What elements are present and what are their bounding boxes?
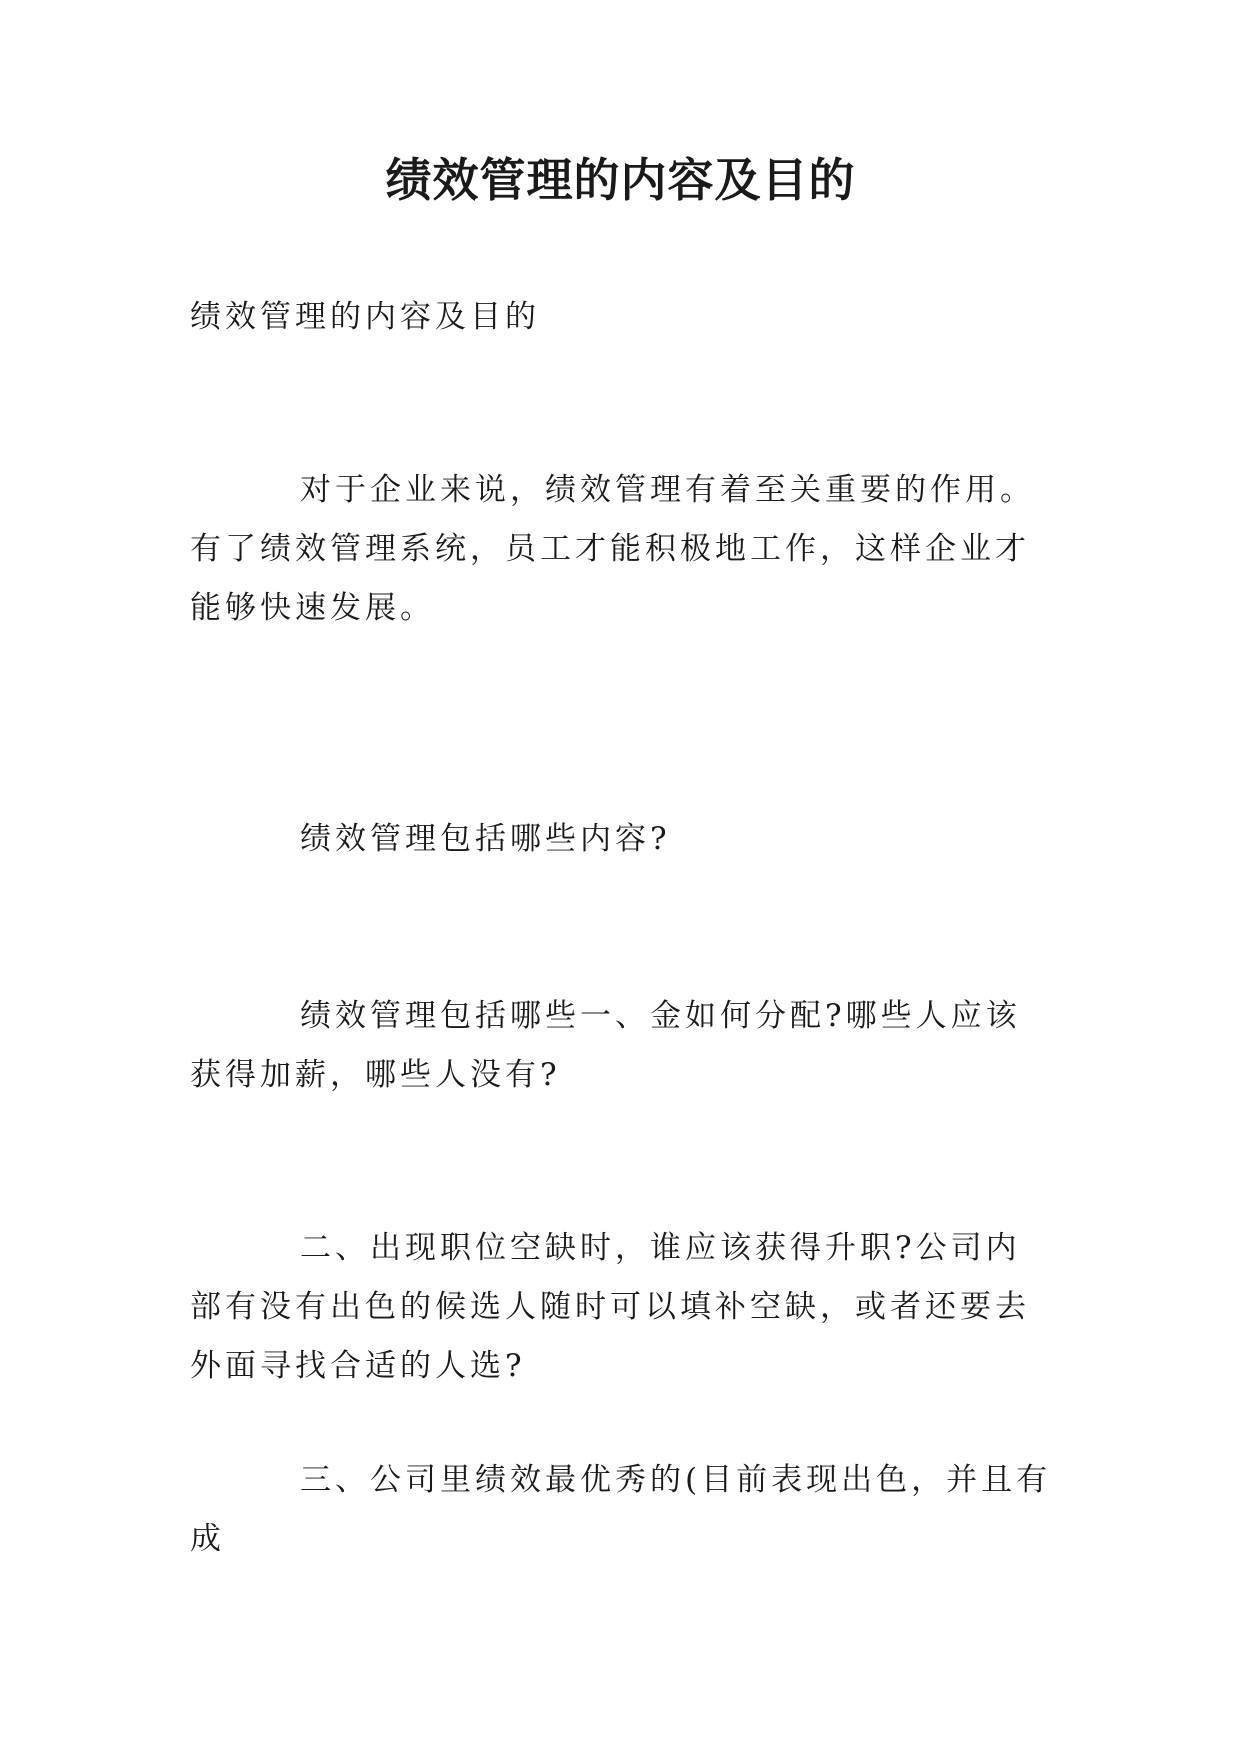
document-subtitle: 绩效管理的内容及目的 <box>190 299 540 335</box>
paragraph-item-one: 绩效管理包括哪些一、金如何分配?哪些人应该获得加薪，哪些人没有? <box>190 998 1021 1093</box>
paragraph-intro: 对于企业来说，绩效管理有着至关重要的作用。有了绩效管理系统，员工才能积极地工作，这样企业才能够快速发展。 <box>190 472 1035 626</box>
paragraph-item-two: 二、出现职位空缺时，谁应该获得升职?公司内部有没有出色的候选人随时可以填补空缺，或者还要去外面寻找合适的人选? <box>190 1230 1030 1384</box>
page-title: 绩效管理的内容及目的 <box>385 153 856 207</box>
paragraph-item-three: 三、公司里绩效最优秀的(目前表现出色，并且有成 <box>190 1462 1052 1557</box>
paragraph-question: 绩效管理包括哪些内容? <box>300 821 671 857</box>
